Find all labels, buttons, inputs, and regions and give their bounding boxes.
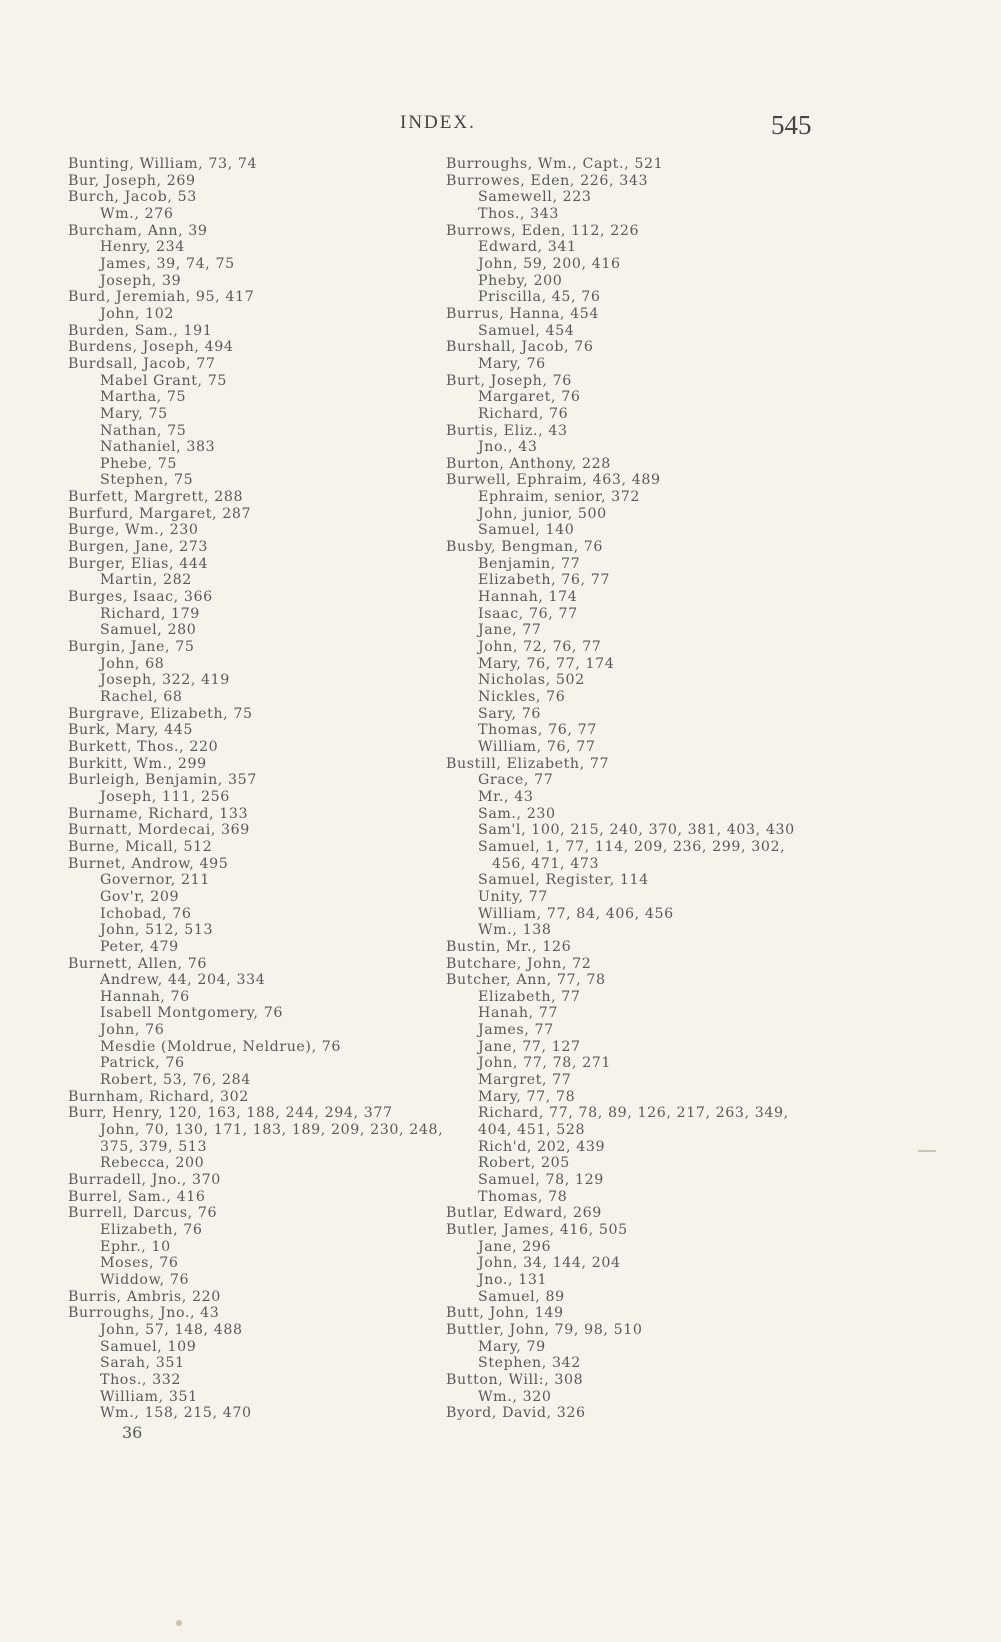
index-entry: Burr, Henry, 120, 163, 188, 244, 294, 377 — [68, 1105, 393, 1122]
index-entry: Burris, Ambris, 220 — [68, 1288, 221, 1305]
index-entry: Bunting, William, 73, 74 — [68, 156, 258, 172]
index-subentry: Samuel, 1, 77, 114, 209, 236, 299, 302, — [478, 838, 786, 855]
index-subentry: Andrew, 44, 204, 334 — [100, 972, 266, 989]
index-entry: Byord, David, 326 — [446, 1405, 586, 1422]
index-entry: Burfett, Margrett, 288 — [68, 489, 244, 506]
index-subentry: Wm., 138 — [478, 922, 552, 939]
index-subentry: Robert, 205 — [478, 1155, 570, 1172]
signature-mark: 36 — [122, 1423, 143, 1442]
index-subentry: Governor, 211 — [100, 872, 210, 889]
index-subentry: Nicholas, 502 — [478, 672, 585, 689]
index-entry: Bustill, Elizabeth, 77 — [446, 755, 610, 772]
index-entry: Burges, Isaac, 366 — [68, 589, 213, 606]
index-subentry: Mary, 77, 78 — [478, 1088, 576, 1105]
index-entry: Bustin, Mr., 126 — [446, 938, 572, 955]
index-subentry: Robert, 53, 76, 284 — [100, 1072, 251, 1089]
index-subentry: John, 59, 200, 416 — [478, 255, 621, 272]
index-subentry: John, 57, 148, 488 — [100, 1321, 243, 1338]
index-subentry: Isaac, 76, 77 — [478, 605, 578, 622]
index-subentry: John, 34, 144, 204 — [478, 1255, 621, 1272]
index-entry: Burroughs, Jno., 43 — [68, 1305, 220, 1322]
index-subentry: Margret, 77 — [478, 1072, 572, 1089]
index-subentry: Benjamin, 77 — [478, 555, 581, 572]
index-entry: Burden, Sam., 191 — [68, 322, 213, 339]
index-subentry: James, 77 — [478, 1022, 554, 1039]
index-entry: Burnatt, Mordecai, 369 — [68, 822, 250, 839]
index-entry: Burrell, Darcus, 76 — [68, 1205, 218, 1222]
index-subentry: Elizabeth, 76 — [100, 1222, 203, 1238]
index-entry: Burk, Mary, 445 — [68, 722, 193, 739]
index-entry: Burnett, Allen, 76 — [68, 955, 208, 972]
index-subentry: Widdow, 76 — [100, 1271, 190, 1288]
index-subentry: Joseph, 322, 419 — [100, 672, 230, 689]
index-subentry: Jane, 296 — [478, 1238, 552, 1255]
index-subentry: Unity, 77 — [478, 888, 548, 905]
index-subentry: Thos., 332 — [100, 1371, 182, 1388]
index-entry: Burfurd, Margaret, 287 — [68, 505, 252, 522]
index-subentry: Hannah, 76 — [100, 988, 190, 1005]
index-subentry: Phebe, 75 — [100, 455, 178, 472]
index-entry: Burrowes, Eden, 226, 343 — [446, 172, 649, 189]
index-subentry: John, 70, 130, 171, 183, 189, 209, 230, 248, — [100, 1122, 444, 1139]
index-subentry: Edward, 341 — [478, 239, 577, 256]
index-subentry: John, 76 — [100, 1022, 165, 1039]
index-entry: Bur, Joseph, 269 — [68, 172, 196, 189]
index-subentry: William, 77, 84, 406, 456 — [478, 905, 674, 922]
index-subentry: Ephraim, senior, 372 — [478, 489, 641, 506]
index-subentry: Thomas, 76, 77 — [478, 722, 597, 739]
index-subentry: Samuel, 454 — [478, 322, 575, 339]
index-subentry: Richard, 77, 78, 89, 126, 217, 263, 349, — [478, 1105, 789, 1122]
index-entry: Burname, Richard, 133 — [68, 805, 249, 822]
index-entry: Burton, Anthony, 228 — [446, 455, 611, 472]
index-subentry: John, 68 — [100, 655, 165, 672]
index-subentry: Jno., 43 — [478, 439, 538, 456]
index-subentry: John, 102 — [100, 305, 175, 322]
index-entry: Burge, Wm., 230 — [68, 522, 199, 539]
index-subentry: Mary, 76 — [478, 355, 546, 372]
index-entry: Burrel, Sam., 416 — [68, 1188, 206, 1205]
index-subentry: Mary, 76, 77, 174 — [478, 655, 615, 672]
index-subentry: Ephr., 10 — [100, 1238, 171, 1255]
index-subentry: James, 39, 74, 75 — [100, 255, 235, 272]
index-subentry: Samuel, 140 — [478, 522, 575, 539]
index-subentry: Sary, 76 — [478, 705, 541, 722]
index-subentry: Sam., 230 — [478, 805, 556, 822]
index-subentry: William, 351 — [100, 1388, 198, 1405]
index-subentry: Patrick, 76 — [100, 1055, 185, 1072]
index-entry: Burdsall, Jacob, 77 — [68, 355, 216, 372]
index-column-left — [68, 156, 458, 1422]
index-subentry: Martha, 75 — [100, 389, 187, 406]
index-subentry: Mary, 75 — [100, 405, 168, 422]
index-subentry: Samewell, 223 — [478, 189, 592, 206]
index-subentry: Rebecca, 200 — [100, 1155, 205, 1172]
index-subentry: Richard, 179 — [100, 605, 200, 622]
index-subentry: Henry, 234 — [100, 239, 185, 256]
page-number: 545 — [771, 110, 812, 140]
page-title: INDEX. — [400, 112, 476, 133]
index-entry: Burnet, Androw, 495 — [68, 855, 229, 872]
index-entry: Butler, James, 416, 505 — [446, 1222, 628, 1238]
index-subentry: Isabell Montgomery, 76 — [100, 1005, 283, 1022]
index-subentry: Peter, 479 — [100, 938, 179, 955]
index-subentry: Samuel, 280 — [100, 622, 197, 639]
index-subentry: Samuel, 89 — [478, 1288, 565, 1305]
index-subentry: Rich'd, 202, 439 — [478, 1138, 606, 1155]
index-subentry: Thomas, 78 — [478, 1188, 568, 1205]
index-entry: Burrows, Eden, 112, 226 — [446, 222, 640, 239]
index-subentry: John, 512, 513 — [100, 922, 214, 939]
index-subentry: Sam'l, 100, 215, 240, 370, 381, 403, 430 — [478, 822, 795, 839]
index-entry: Burrus, Hanna, 454 — [446, 305, 600, 322]
index-subentry: Rachel, 68 — [100, 689, 183, 705]
index-subentry: Ichobad, 76 — [100, 905, 192, 922]
index-entry: Buttler, John, 79, 98, 510 — [446, 1321, 643, 1338]
index-subentry: Joseph, 111, 256 — [100, 788, 230, 805]
index-subentry: Margaret, 76 — [478, 389, 581, 406]
index-subentry: Jno., 131 — [478, 1271, 548, 1288]
index-entry: Burnham, Richard, 302 — [68, 1088, 249, 1105]
index-subentry: Samuel, 78, 129 — [478, 1172, 604, 1189]
index-entry: Burkitt, Wm., 299 — [68, 755, 207, 772]
index-entry: Butchare, John, 72 — [446, 955, 592, 972]
index-subentry: Joseph, 39 — [100, 272, 182, 289]
index-subentry: Samuel, Register, 114 — [478, 872, 649, 889]
index-subentry: Nathan, 75 — [100, 422, 187, 439]
index-entry: Burch, Jacob, 53 — [68, 189, 197, 206]
index-entry: Burne, Micall, 512 — [68, 838, 213, 855]
index-subentry: Martin, 282 — [100, 572, 192, 589]
index-subentry: Hanah, 77 — [478, 1005, 559, 1022]
index-entry: Burtis, Eliz., 43 — [446, 422, 568, 439]
index-subentry: John, 72, 76, 77 — [478, 639, 602, 656]
index-entry: Butcher, Ann, 77, 78 — [446, 972, 606, 989]
index-subentry: Stephen, 75 — [100, 472, 194, 489]
index-subentry: Jane, 77, 127 — [478, 1038, 581, 1055]
paper-speck — [918, 1150, 936, 1152]
index-entry: Burgen, Jane, 273 — [68, 539, 208, 556]
index-entry: Burroughs, Wm., Capt., 521 — [446, 156, 664, 172]
index-subentry: Stephen, 342 — [478, 1355, 581, 1372]
index-subentry: Pheby, 200 — [478, 272, 563, 289]
index-subentry: Elizabeth, 77 — [478, 988, 581, 1005]
index-entry: Burgin, Jane, 75 — [68, 639, 195, 656]
index-entry: Burradell, Jno., 370 — [68, 1172, 221, 1189]
index-subentry: Priscilla, 45, 76 — [478, 289, 601, 306]
index-subentry: Wm., 320 — [478, 1388, 552, 1405]
index-subentry: Mr., 43 — [478, 788, 534, 805]
index-entry: Burdens, Joseph, 494 — [68, 339, 234, 356]
paper-speck — [176, 1620, 182, 1626]
index-column-right — [446, 156, 836, 1422]
index-subentry: Sarah, 351 — [100, 1355, 185, 1372]
index-subentry: Gov'r, 209 — [100, 888, 180, 905]
index-entry: Busby, Bengman, 76 — [446, 539, 604, 556]
index-entry: Burgrave, Elizabeth, 75 — [68, 705, 253, 722]
index-entry: Burd, Jeremiah, 95, 417 — [68, 289, 255, 306]
index-subentry: Mary, 79 — [478, 1338, 546, 1355]
index-subentry: Wm., 158, 215, 470 — [100, 1405, 252, 1422]
index-subentry: Mabel Grant, 75 — [100, 372, 227, 389]
index-entry: Burt, Joseph, 76 — [446, 372, 572, 389]
index-entry: Burleigh, Benjamin, 357 — [68, 772, 257, 789]
index-subentry: 375, 379, 513 — [100, 1138, 208, 1155]
index-subentry: 456, 471, 473 — [492, 855, 600, 872]
index-subentry: 404, 451, 528 — [478, 1122, 586, 1139]
index-subentry: Moses, 76 — [100, 1255, 179, 1272]
index-entry: Burger, Elias, 444 — [68, 555, 209, 572]
index-entry: Butlar, Edward, 269 — [446, 1205, 602, 1222]
index-subentry: Wm., 276 — [100, 205, 174, 222]
index-entry: Butt, John, 149 — [446, 1305, 564, 1322]
index-subentry: John, junior, 500 — [478, 505, 607, 522]
index-entry: Burkett, Thos., 220 — [68, 738, 219, 755]
index-subentry: John, 77, 78, 271 — [478, 1055, 611, 1072]
index-entry: Burcham, Ann, 39 — [68, 222, 208, 239]
index-subentry: Thos., 343 — [478, 205, 560, 222]
index-subentry: Nathaniel, 383 — [100, 439, 216, 456]
index-entry: Button, Will:, 308 — [446, 1371, 584, 1388]
index-subentry: Hannah, 174 — [478, 589, 578, 606]
index-subentry: Mesdie (Moldrue, Neldrue), 76 — [100, 1038, 342, 1055]
page-header — [0, 110, 1001, 150]
index-entry: Burshall, Jacob, 76 — [446, 339, 594, 356]
index-subentry: Nickles, 76 — [478, 689, 566, 705]
index-subentry: Jane, 77 — [478, 622, 542, 639]
index-subentry: Samuel, 109 — [100, 1338, 197, 1355]
index-subentry: Grace, 77 — [478, 772, 554, 789]
index-subentry: William, 76, 77 — [478, 738, 596, 755]
index-subentry: Elizabeth, 76, 77 — [478, 572, 611, 589]
index-entry: Burwell, Ephraim, 463, 489 — [446, 472, 661, 489]
index-subentry: Richard, 76 — [478, 405, 569, 422]
